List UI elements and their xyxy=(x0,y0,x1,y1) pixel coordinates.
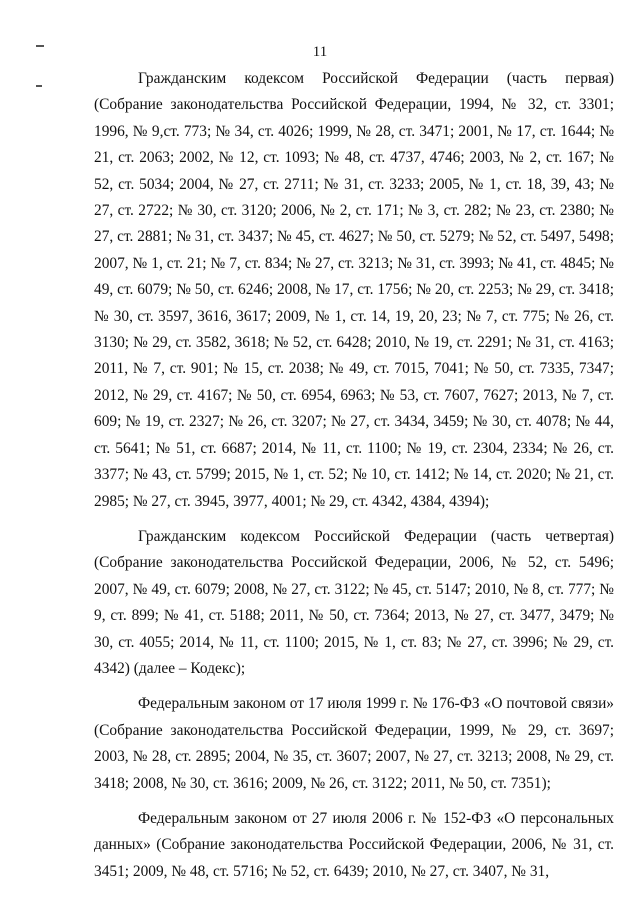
paragraph-civil-code-part-one: Гражданским кодексом Российской Федерации (часть первая) (Собрание законодательства Российской Федерации, 1994, № 32, ст. 3301; 1996, № 9,ст. 773; № 34, ст. 4026; 1999, № 28, ст. 3471; 2001, № 17, ст. 1644; № 21, ст. 2063; 2002, № 12, ст. 1093; № 48, ст. 4737, 4746; 2003, № 2, ст. 167; № 52, ст. 5034; 2004, № 27, ст. 2711; № 31, ст. 3233; 2005, № 1, ст. 18, 39, 43; № 27, ст. 2722; № 30, ст. 3120; 2006, № 2, ст. 171; № 3, ст. 282; № 23, ст. 2380; № 27, ст. 2881; № 31, ст. 3437; № 45, ст. 4627; № 50, ст. 5279; № 52, ст. 5497, 5498; 2007, № 1, ст. 21; № 7, ст. 834; № 27, ст. 3213; № 31, ст. 3993; № 41, ст. 4845; № 49, ст. 6079; № 50, ст. 6246; 2008, № 17, ст. 1756; № 20, ст. 2253; № 29, ст. 3418; № 30, ст. 3597, 3616, 3617; 2009, № 1, ст. 14, 19, 20, 23; № 7, ст. 775; № 26, ст. 3130; № 29, ст. 3582, 3618; № 52, ст. 6428; 2010, № 19, ст. 2291; № 31, ст. 4163; 2011, № 7, ст. 901; № 15, ст. 2038; № 49, ст. 7015, 7041; № 50, ст. 7335, 7347; 2012, № 29, ст. 4167; № 50, ст. 6954, 6963; № 53, ст. 7607, 7627; 2013, № 7, ст. 609; № 19, ст. 2327; № 26, ст. 3207; № 27, ст. 3434, 3459; № 30, ст. 4078; № 44, ст. 5641; № 51, ст. 6687; 2014, № 11, ст. 1100; № 19, ст. 2304, 2334; № 26, ст. 3377; № 43, ст. 5799; 2015, № 1, ст. 52; № 10, ст. 1412; № 14, ст. 2020; № 21, ст. 2985; № 27, ст. 3945, 3977, 4001; № 29, ст. 4342, 4384, 4394); xyxy=(94,70,614,510)
paragraph-postal-law: Федеральным законом от 17 июля 1999 г. № 176-ФЗ «О почтовой связи» (Собрание законодательства Российской Федерации, 1999, № 29, ст. 3697; 2003, № 28, ст. 2895; 2004, № 35, ст. 3607; 2007, № 27, ст. 3213; 2008, № 29, ст. 3418; 2008, № 30, ст. 3616; 2009, № 26, ст. 3122; 2011, № 50, ст. 7351); xyxy=(94,695,614,792)
paragraph-personal-data-law: Федеральным законом от 27 июля 2006 г. № 152-ФЗ «О персональных данных» (Собрание законодательства Российской Федерации, 2006, № 31, ст. 3451; 2009, № 48, ст. 5716; № 52, ст. 6439; 2010, № 27, ст. 3407, № 31, xyxy=(94,809,614,880)
document-body xyxy=(94,66,614,894)
paragraph-civil-code-part-four: Гражданским кодексом Российской Федерации (часть четвертая) (Собрание законодательства Российской Федерации, 2006, № 52, ст. 5496; 2007, № 49, ст. 6079; 2008, № 27, ст. 3122; № 45, ст. 5147; 2010, № 8, ст. 777; № 9, ст. 899; № 41, ст. 5188; 2011, № 50, ст. 7364; 2013, № 27, ст. 3477, 3479; № 30, ст. 4055; 2014, № 11, ст. 1100; 2015, № 1, ст. 83; № 27, ст. 3996; № 29, ст. 4342) (далее – Кодекс); xyxy=(94,527,614,677)
page-number: 11 xyxy=(312,44,328,60)
margin-mark xyxy=(36,85,42,87)
